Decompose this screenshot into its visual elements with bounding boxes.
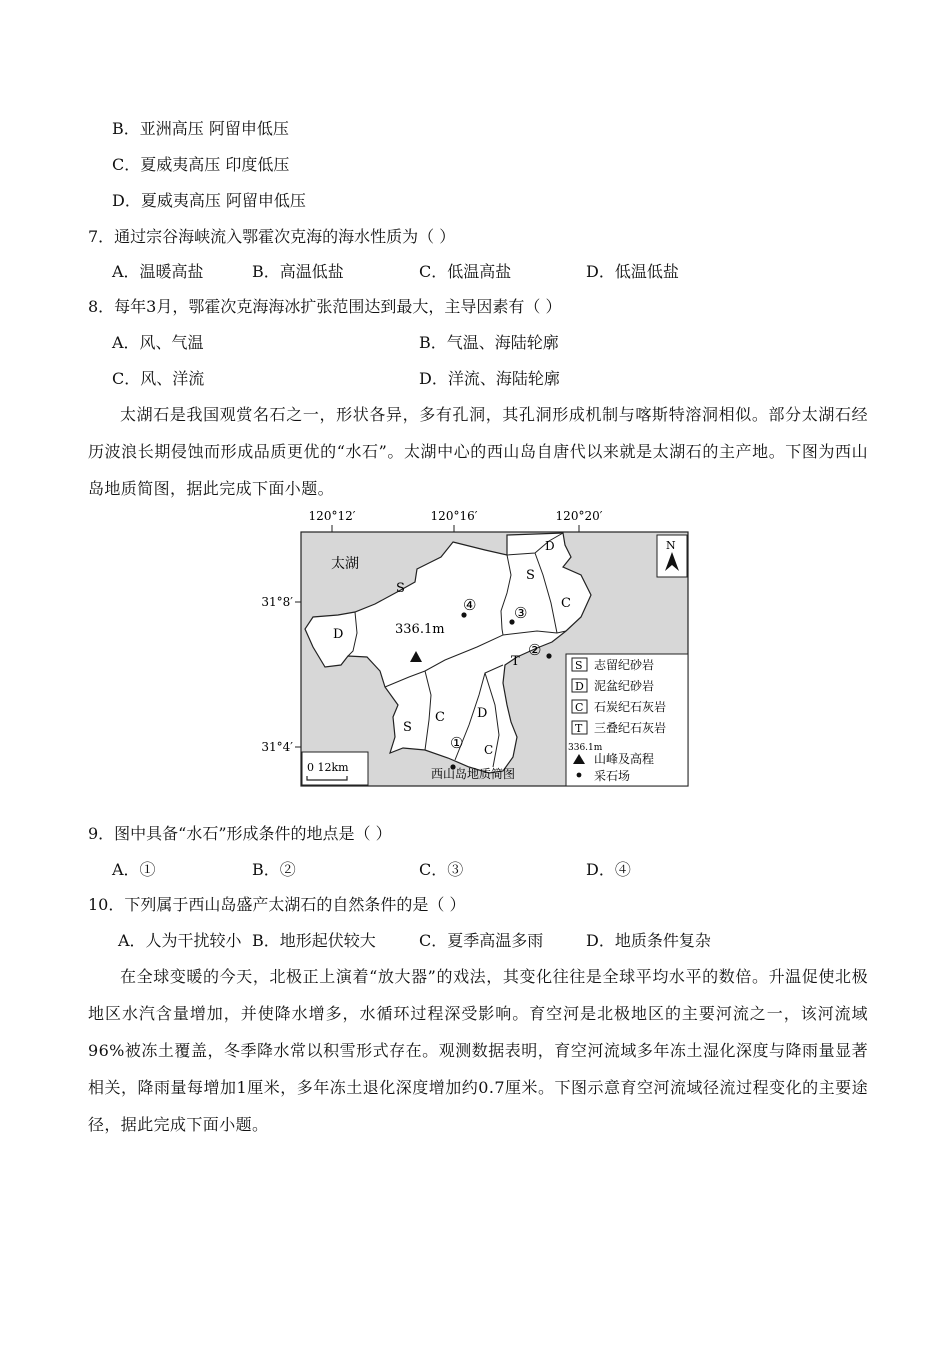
q7-option-d: D．低温低盐 [586, 262, 679, 281]
quarry-2-label: ② [528, 641, 542, 659]
region-label-c3: C [484, 743, 494, 757]
quarry-3-label: ③ [514, 604, 528, 622]
region-label-c2: C [435, 710, 445, 725]
legend-label-c: 石炭纪石灰岩 [594, 700, 667, 714]
q10-option-b: B．地形起伏较大 [252, 931, 376, 950]
region-label-s2: S [526, 568, 535, 583]
q8-option-c: C．风、洋流 [112, 369, 205, 388]
q10-option-c: C．夏季高温多雨 [419, 931, 544, 950]
legend-quarry-label: 采石场 [594, 769, 631, 783]
q8-option-b: B．气温、海陆轮廓 [419, 333, 559, 352]
legend-code-d: D [575, 680, 584, 693]
q7-option-b: B．高温低盐 [252, 262, 344, 281]
north-label: N [666, 539, 676, 552]
quarry-4-label: ④ [463, 596, 477, 614]
q9-option-a: A．① [112, 860, 156, 879]
legend-peak-elevation: 336.1m [568, 743, 603, 753]
q10-stem: 10．下列属于西山岛盛产太湖石的自然条件的是（ ） [88, 895, 466, 914]
map-caption: 西山岛地质简图 [431, 767, 516, 781]
legend-quarry-icon [577, 773, 582, 778]
legend-code-t: T [575, 722, 583, 735]
region-label-d3: D [477, 706, 488, 721]
region-label-s3: S [403, 720, 412, 735]
scale-label: 0 12km [307, 761, 349, 774]
region-label-t1: T [511, 654, 520, 669]
lon-label-1: 120°12′ [308, 509, 356, 523]
region-label-d1: D [333, 627, 344, 642]
legend-label-d: 泥盆纪砂岩 [594, 679, 655, 693]
xishan-geologic-map [245, 505, 700, 790]
quarry-2-dot [546, 653, 551, 658]
lon-label-2: 120°16′ [430, 509, 478, 523]
q7-option-c: C．低温高盐 [419, 262, 512, 281]
lat-label-2: 31°4′ [261, 740, 293, 754]
quarry-1-label: ① [450, 734, 464, 752]
q7-option-a: A．温暖高盐 [112, 262, 204, 281]
q6-option-d: D．夏威夷高压 阿留申低压 [112, 191, 306, 210]
legend-label-s: 志留纪砂岩 [594, 658, 655, 672]
region-label-s1: S [396, 581, 405, 596]
q10-option-a: A．人为干扰较小 [118, 931, 242, 950]
map-svg [245, 505, 700, 790]
q10-option-d: D．地质条件复杂 [586, 931, 711, 950]
q6-option-b: B．亚洲高压 阿留申低压 [112, 119, 289, 138]
region-label-d2: D [545, 539, 555, 553]
legend-label-t: 三叠纪石灰岩 [594, 721, 667, 735]
lon-label-3: 120°20′ [555, 509, 603, 523]
q9-option-c: C．③ [419, 860, 464, 879]
legend-code-c: C [575, 701, 584, 714]
region-label-c1: C [561, 596, 571, 611]
peak-elevation-label: 336.1m [395, 622, 445, 637]
legend-code-s: S [575, 659, 583, 672]
lake-label: 太湖 [331, 556, 359, 572]
q7-stem: 7．通过宗谷海峡流入鄂霍次克海的海水性质为（ ） [88, 227, 456, 246]
lat-label-1: 31°8′ [261, 595, 293, 609]
q6-option-c: C．夏威夷高压 印度低压 [112, 155, 290, 174]
q8-option-a: A．风、气温 [112, 333, 204, 352]
q8-stem: 8．每年3月，鄂霍次克海海冰扩张范围达到最大，主导因素有（ ） [88, 297, 562, 316]
passage-taihu: 太湖石是我国观赏名石之一，形状各异，多有孔洞，其孔洞形成机制与喀斯特溶洞相似。部分太湖石经历波浪长期侵蚀而形成品质更优的“水石”。太湖中心的西山岛自唐代以来就是太湖石的主产地。下图为西山岛地质简图，据此完成下面小题。 [88, 405, 868, 498]
passage-arctic: 在全球变暖的今天，北极正上演着“放大器”的戏法，其变化往往是全球平均水平的数倍。升温促使北极地区水汽含量增加，并使降水增多，水循环过程深受影响。育空河是北极地区的主要河流之一，该河流域96%被冻土覆盖，冬季降水常以积雪形式存在。观测数据表明，育空河流域多年冻土湿化深度与降雨量显著相关，降雨量每增加1厘米，多年冻土退化深度增加约0.7厘米。下图示意育空河流域径流过程变化的主要途径，据此完成下面小题。 [88, 967, 868, 1134]
q9-stem: 9．图中具备“水石”形成条件的地点是（ ） [88, 824, 392, 843]
legend-box [566, 654, 688, 786]
legend-peak-label: 山峰及高程 [594, 752, 655, 766]
q8-option-d: D．洋流、海陆轮廓 [419, 369, 560, 388]
q9-option-d: D．④ [586, 860, 631, 879]
q9-option-b: B．② [252, 860, 296, 879]
